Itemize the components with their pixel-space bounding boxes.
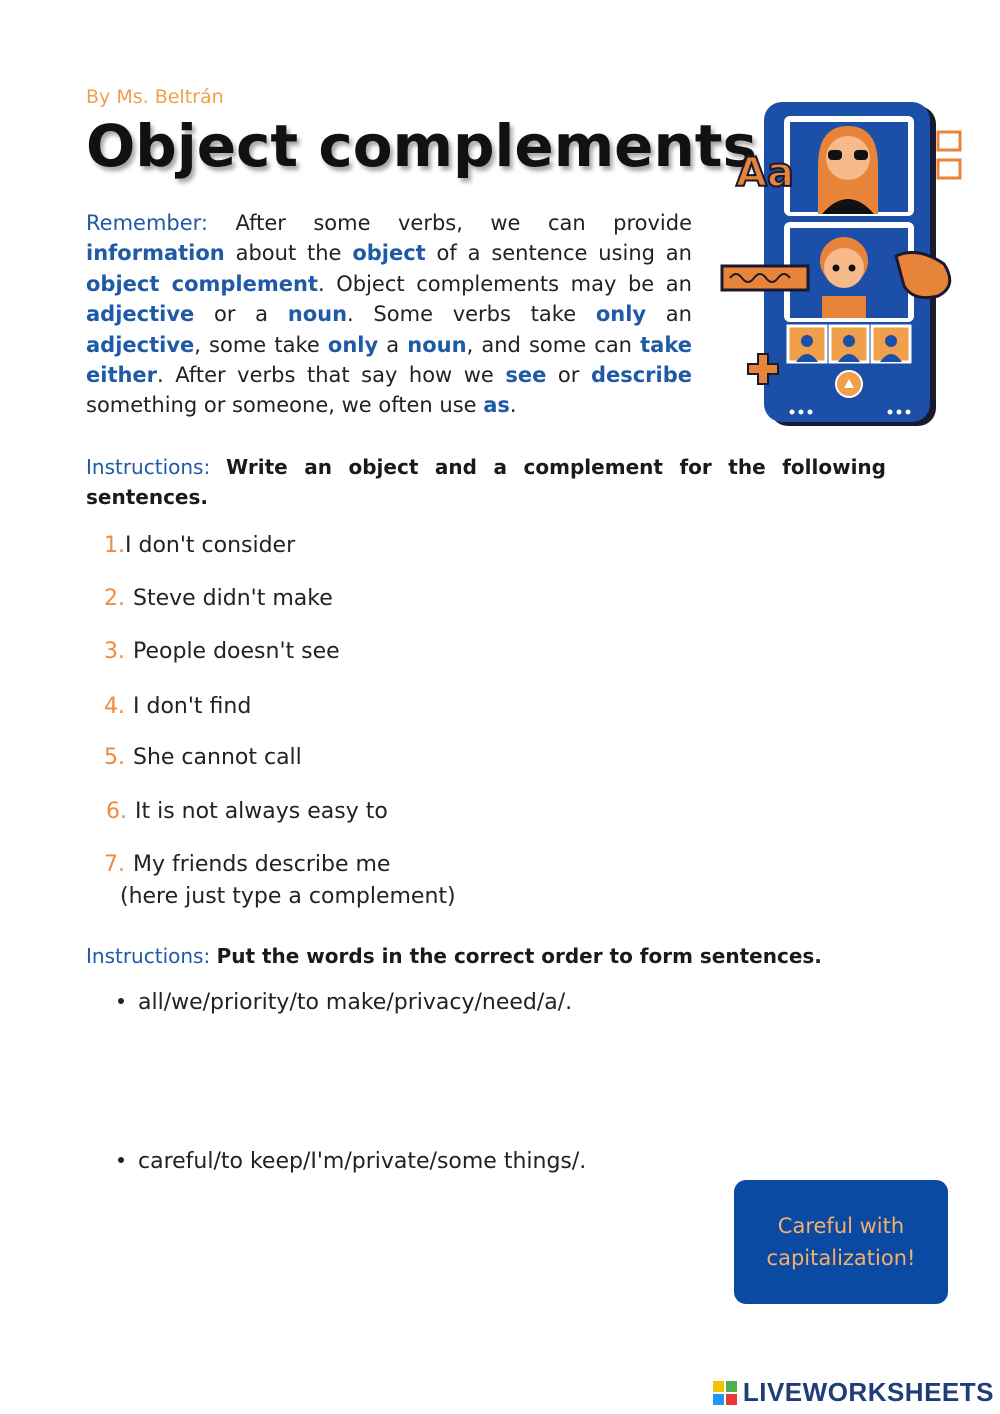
child-book xyxy=(822,296,866,318)
remember-paragraph xyxy=(86,208,692,421)
callout-line: Careful with xyxy=(777,1214,905,1238)
keyword: object complement xyxy=(86,271,318,296)
remember-text: a xyxy=(378,332,408,357)
dot xyxy=(790,410,795,415)
bullet-dot xyxy=(118,1157,124,1163)
logo-square xyxy=(713,1394,724,1405)
keyword: information xyxy=(86,241,225,266)
item-text: My friends describe me xyxy=(133,852,391,877)
capitalization-callout xyxy=(734,1180,948,1304)
bullet-item xyxy=(118,990,572,1015)
dot xyxy=(897,410,902,415)
item-number: 4. xyxy=(104,694,125,719)
instructions-label: Instructions: xyxy=(86,944,211,968)
remember-text: or xyxy=(546,363,591,388)
keyword: adjective xyxy=(86,302,195,327)
liveworksheets-brand[interactable] xyxy=(713,1377,994,1408)
remember-text: an xyxy=(646,302,692,327)
participant-tiles xyxy=(788,326,910,362)
keyword: take either xyxy=(86,332,692,388)
instructions-1 xyxy=(86,452,886,512)
item-number: 5. xyxy=(104,745,125,770)
item-number: 6. xyxy=(106,799,127,824)
dot xyxy=(799,410,804,415)
remember-text: of a sentence using an xyxy=(425,241,692,266)
item-number: 7. xyxy=(104,852,125,877)
exercise-item xyxy=(104,639,340,664)
remember-text: After some verbs, we can provide xyxy=(208,211,692,235)
font-letters-icon: Aa xyxy=(736,150,794,196)
remember-text: , some take xyxy=(194,332,328,357)
exercise-item xyxy=(104,852,390,877)
item-text: I don't consider xyxy=(125,533,296,558)
glasses-left xyxy=(828,150,842,160)
child-eye xyxy=(849,265,856,272)
user-icon xyxy=(801,335,813,347)
instructions-label: Instructions: xyxy=(86,455,211,479)
remember-text: or a xyxy=(194,302,288,327)
item-7-note: (here just type a complement) xyxy=(120,884,456,909)
logo-square xyxy=(726,1381,737,1392)
item-text: I don't find xyxy=(133,694,252,719)
logo-square xyxy=(726,1394,737,1405)
brand-name: LIVEWORKSHEETS xyxy=(742,1377,994,1407)
bullet-item xyxy=(118,1149,586,1174)
bullet-dot xyxy=(118,998,124,1004)
keyword: only xyxy=(595,302,647,327)
exercise-item xyxy=(104,533,295,558)
add-icon xyxy=(938,160,960,178)
keyword: as xyxy=(483,393,510,418)
exercise-item xyxy=(104,694,251,719)
page-title: Object complements xyxy=(86,112,758,180)
bullet-text: all/we/priority/to make/privacy/need/a/. xyxy=(138,990,573,1015)
liveworksheets-logo-icon xyxy=(713,1381,737,1405)
keyword: only xyxy=(327,332,379,357)
author-line: By Ms. Beltrán xyxy=(86,86,224,108)
remember-text: , and some can xyxy=(466,332,641,357)
keyword: see xyxy=(505,363,547,388)
chevron-right-icon xyxy=(938,132,960,150)
dot xyxy=(888,410,893,415)
bullet-text: careful/to keep/I'm/private/some things/. xyxy=(138,1149,587,1174)
item-text: People doesn't see xyxy=(133,639,340,664)
child-eye xyxy=(833,265,840,272)
remember-text: . Object complements may be an xyxy=(317,271,692,296)
dot xyxy=(808,410,813,415)
instructions-text: Put the words in the correct order to form sentences. xyxy=(216,944,822,968)
video-call-illustration xyxy=(718,96,968,436)
keyword: noun xyxy=(287,302,348,327)
item-number: 1. xyxy=(104,533,125,558)
remember-text: . xyxy=(509,393,517,418)
user-icon xyxy=(885,335,897,347)
item-text: She cannot call xyxy=(133,745,302,770)
instructions-2 xyxy=(86,941,886,971)
keyword: describe xyxy=(590,363,692,388)
user-icon xyxy=(843,335,855,347)
callout-line: capitalization! xyxy=(766,1246,916,1270)
remember-text: something or someone, we often use xyxy=(86,393,484,418)
glasses-right xyxy=(854,150,868,160)
remember-text: . After verbs that say how we xyxy=(157,363,506,388)
logo-square xyxy=(713,1381,724,1392)
keyword: object xyxy=(352,241,426,266)
exercise-item xyxy=(104,586,333,611)
item-number: 3. xyxy=(104,639,125,664)
dot xyxy=(906,410,911,415)
exercise-item xyxy=(106,799,388,824)
remember-label: Remember: xyxy=(86,211,208,235)
instructions-text: Write an object and a complement for the following sentences. xyxy=(86,455,886,509)
keyword: adjective xyxy=(86,332,195,357)
item-text: Steve didn't make xyxy=(133,586,333,611)
remember-text: about the xyxy=(224,241,353,266)
keyword: noun xyxy=(407,332,467,357)
remember-text: . Some verbs take xyxy=(347,302,596,327)
item-text: It is not always easy to xyxy=(135,799,388,824)
exercise-item xyxy=(104,745,302,770)
item-number: 2. xyxy=(104,586,125,611)
child-face xyxy=(824,248,864,288)
